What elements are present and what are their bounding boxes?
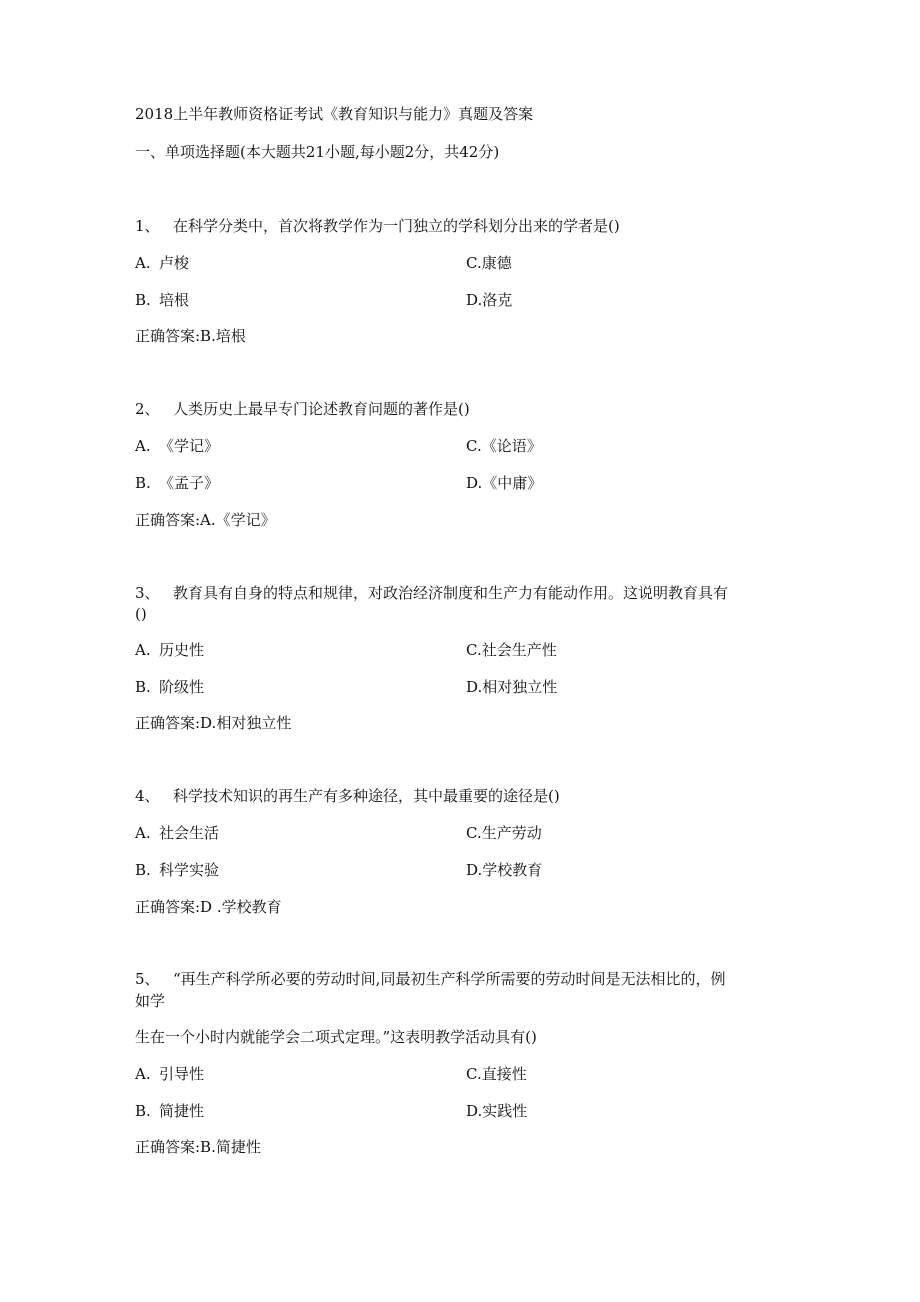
option-c: C.直接性: [466, 1065, 527, 1083]
option-letter: B.: [135, 474, 151, 492]
option-text: 社会生活: [159, 824, 220, 842]
question-text: 教育具有自身的特点和规律，对政治经济制度和生产力有能动作用。这说明教育具有: [173, 584, 729, 602]
section-heading: 一、单项选择题(本大题共21小题,每小题2分，共42分): [135, 143, 500, 161]
option-letter: A.: [135, 254, 151, 272]
question-text: 人类历史上最早专门论述教育问题的著作是(): [173, 400, 470, 418]
question-number: 3、: [135, 584, 160, 602]
option-b: [135, 1104, 204, 1119]
option-a: [135, 256, 189, 271]
option-b: [135, 863, 219, 878]
answer-line: 正确答案:D.相对独立性: [135, 714, 292, 732]
option-text: 《学记》: [159, 437, 220, 455]
question-number: 1、: [135, 217, 160, 235]
option-c: C.《论语》: [466, 437, 542, 455]
question-number: 2、: [135, 400, 160, 418]
question-stem: [135, 789, 560, 804]
option-letter: A.: [135, 1065, 151, 1083]
answer-line: 正确答案:B.培根: [135, 327, 246, 345]
option-d: D.学校教育: [466, 861, 543, 879]
option-a: [135, 439, 219, 454]
document-title: 2018上半年教师资格证考试《教育知识与能力》真题及答案: [135, 105, 534, 123]
question-stem: [135, 219, 620, 234]
question-stem-continued: 生在一个小时内就能学会二项式定理。”这表明教学活动具有(): [135, 1028, 537, 1046]
option-letter: A.: [135, 824, 151, 842]
option-b: [135, 680, 204, 695]
option-text: 《孟子》: [159, 474, 220, 492]
option-text: 简捷性: [159, 1102, 205, 1120]
option-text: 引导性: [159, 1065, 205, 1083]
question-text: 科学技术知识的再生产有多种途径，其中最重要的途径是(): [173, 787, 560, 805]
option-d: D.实践性: [466, 1102, 528, 1120]
answer-line: 正确答案:D .学校教育: [135, 898, 282, 916]
question-text: “再生产科学所必要的劳动时间,同最初生产科学所需要的劳动时间是无法相比的，例: [173, 970, 726, 988]
option-text: 卢梭: [159, 254, 190, 272]
answer-line: 正确答案:B.简捷性: [135, 1138, 261, 1156]
question-stem: [135, 972, 725, 987]
question-number: 4、: [135, 787, 160, 805]
option-letter: A.: [135, 641, 151, 659]
question-number: 5、: [135, 970, 160, 988]
option-a: [135, 826, 219, 841]
option-letter: B.: [135, 861, 151, 879]
option-letter: B.: [135, 678, 151, 696]
option-letter: A.: [135, 437, 151, 455]
option-b: [135, 293, 189, 308]
option-c: C.生产劳动: [466, 824, 542, 842]
question-stem-continued: (): [135, 605, 147, 623]
option-letter: B.: [135, 1102, 151, 1120]
option-a: [135, 1067, 204, 1082]
option-c: C.康德: [466, 254, 512, 272]
option-d: D.相对独立性: [466, 678, 558, 696]
option-a: [135, 643, 204, 658]
option-text: 阶级性: [159, 678, 205, 696]
option-b: [135, 476, 219, 491]
option-d: D.《中庸》: [466, 474, 543, 492]
question-stem: [135, 586, 728, 601]
option-c: C.社会生产性: [466, 641, 557, 659]
option-text: 历史性: [159, 641, 205, 659]
option-text: 培根: [159, 291, 190, 309]
answer-line: 正确答案:A.《学记》: [135, 511, 276, 529]
question-text: 在科学分类中，首次将教学作为一门独立的学科划分出来的学者是(): [173, 217, 620, 235]
option-d: D.洛克: [466, 291, 513, 309]
question-stem-continued: 如学: [135, 992, 166, 1010]
question-stem: [135, 402, 470, 417]
option-text: 科学实验: [159, 861, 220, 879]
option-letter: B.: [135, 291, 151, 309]
